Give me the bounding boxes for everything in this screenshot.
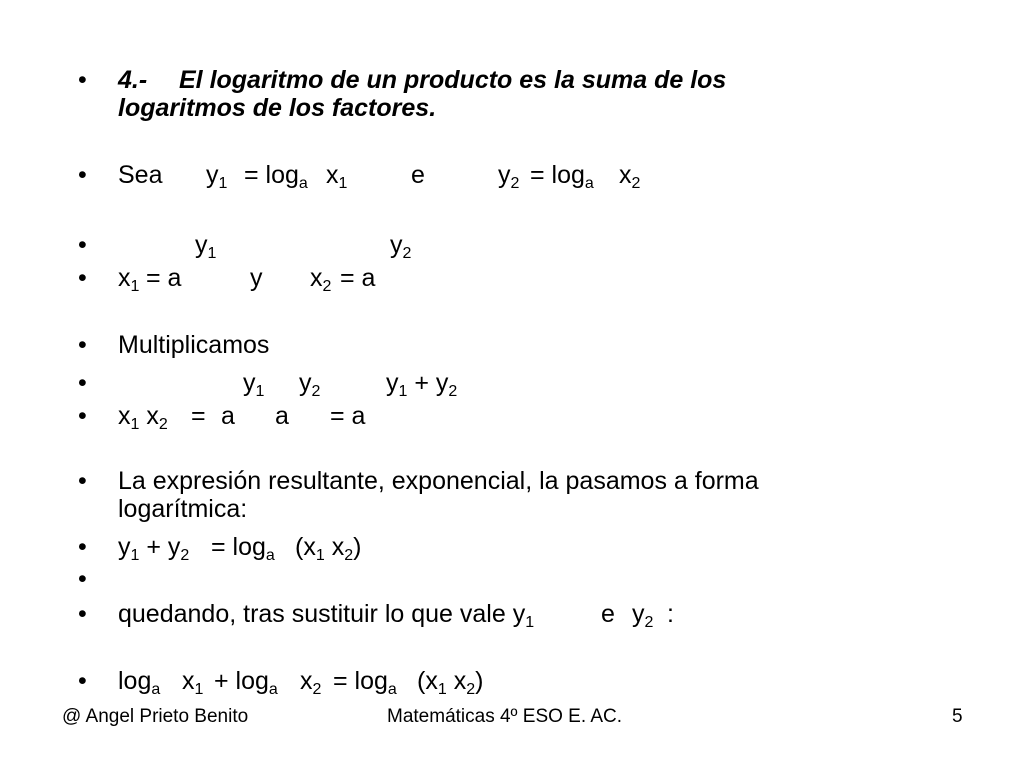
exponent-y2: $y_2$: [299, 369, 321, 400]
footer-course: Matemáticas 4º ESO E. AC.: [387, 706, 623, 727]
bullet: •: [78, 66, 87, 94]
expresion-text-2: logarítmica:: [118, 495, 248, 523]
quedando-text: quedando, tras sustituir lo que vale $y_1$: [118, 600, 535, 631]
x2-term: $x_2$: [619, 161, 641, 192]
x1-x2-paren: ($x_1$ $x_2$): [295, 533, 362, 564]
empty-bullet-line: [78, 565, 118, 595]
x2-term: $x_2$: [300, 667, 322, 698]
bullet: •: [78, 467, 87, 495]
title-line-1: El logaritmo de un producto es la suma de los: [179, 66, 727, 94]
equals-sign: =: [191, 402, 206, 430]
x1-power: $x_1$: [118, 264, 140, 295]
y2-term: $y_2$: [632, 600, 654, 631]
eq-log-a: = $\log_a$: [333, 667, 397, 698]
log-a-term-2: = $\log_a$: [530, 161, 594, 192]
y-word: y: [250, 264, 263, 292]
colon: :: [667, 600, 674, 628]
title-bullet-item: [78, 66, 978, 126]
mult-exponent-line: [78, 369, 978, 399]
bullet: •: [78, 231, 87, 259]
y2-term: $y_2$: [498, 161, 520, 192]
bullet: •: [78, 565, 87, 593]
bullet: •: [78, 600, 87, 628]
footer-page-number: 5: [952, 706, 963, 727]
expresion-text-1: La expresión resultante, exponencial, la pasamos a forma: [118, 467, 759, 495]
final-log-line: [78, 667, 978, 697]
bullet: •: [78, 667, 87, 695]
bullet: •: [78, 161, 87, 189]
plus-log-a: + $\log_a$: [214, 667, 278, 698]
exponent-line: [78, 231, 978, 261]
multiplicamos-line: [78, 331, 978, 361]
title-line-2: logaritmos de los factores.: [118, 94, 437, 122]
bullet: •: [78, 369, 87, 397]
base-a-2: a: [275, 402, 289, 430]
bullet: •: [78, 533, 87, 561]
x1-x2-product: $x_1$ $x_2$: [118, 402, 168, 433]
title-number: 4.-: [118, 66, 148, 94]
eq-a-2: = a: [340, 264, 376, 292]
bullet: •: [78, 331, 87, 359]
sea-word: Sea: [118, 161, 163, 189]
product-line: [78, 402, 978, 432]
x2-power: $x_2$: [310, 264, 332, 295]
log-a-term-1: = $\log_a$: [244, 161, 308, 192]
footer-author: @ Angel Prieto Benito: [62, 706, 249, 727]
exponent-y1: $y_1$: [195, 231, 217, 262]
y1-term: $y_1$: [206, 161, 228, 192]
bullet: •: [78, 402, 87, 430]
y1-plus-y2: $y_1 + y_2$: [118, 533, 190, 564]
expresion-line: [78, 467, 978, 527]
exponent-y1: $y_1$: [243, 369, 265, 400]
sea-line: [78, 161, 978, 191]
quedando-line: [78, 600, 978, 630]
e-word: e: [601, 600, 615, 628]
base-a-1: a: [221, 402, 235, 430]
eq-a-result: = a: [330, 402, 366, 430]
eq-a-1: = a: [146, 264, 182, 292]
exponent-sum: $y_1 + y_2$: [386, 369, 458, 400]
exponent-y2: $y_2$: [390, 231, 412, 262]
x1-x2-paren: ($x_1$ $x_2$): [417, 667, 484, 698]
x1-term: $x_1$: [326, 161, 348, 192]
log-line: [78, 533, 978, 563]
multiplicamos-text: Multiplicamos: [118, 331, 270, 359]
power-line: [78, 264, 978, 294]
e-word: e: [411, 161, 425, 189]
bullet: •: [78, 264, 87, 292]
log-a-term: = $\log_a$: [211, 533, 275, 564]
log-a-1: $\log_a$: [118, 667, 161, 698]
x1-term: $x_1$: [182, 667, 204, 698]
